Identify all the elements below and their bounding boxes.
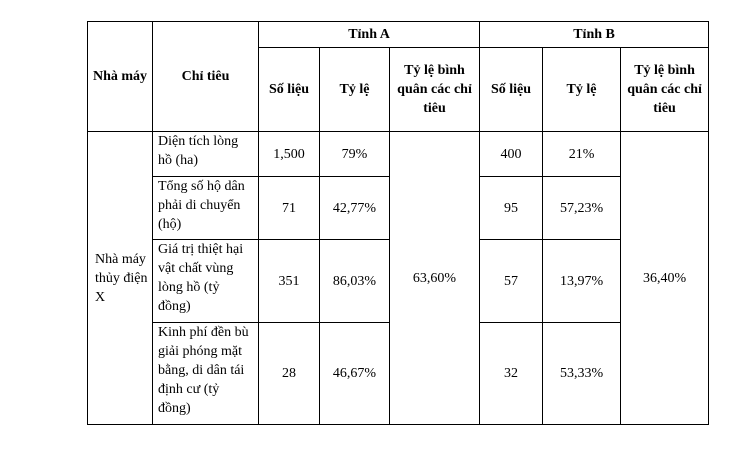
a-value-cell: 28	[259, 323, 320, 425]
b-value-cell: 400	[480, 132, 543, 177]
header-indicator: Chỉ tiêu	[153, 22, 259, 132]
a-value-cell: 71	[259, 177, 320, 240]
indicator-cell: Kinh phí đền bù giải phóng mặt bằng, di dân tái định cư (tỷ đồng)	[153, 323, 259, 425]
b-ratio-cell: 13,97%	[543, 240, 621, 323]
table-row	[88, 132, 709, 177]
b-value-cell: 57	[480, 240, 543, 323]
header-factory: Nhà máy	[88, 22, 153, 132]
indicator-cell: Diện tích lòng hồ (ha)	[153, 132, 259, 177]
b-avg-cell: 36,40%	[621, 132, 709, 425]
header-province-a: Tỉnh A	[259, 22, 480, 48]
header-a-ratio: Tỷ lệ	[320, 48, 390, 132]
indicator-cell: Giá trị thiệt hại vật chất vùng lòng hồ (tỷ đồng)	[153, 240, 259, 323]
factory-name-cell	[88, 132, 153, 425]
b-ratio-cell: 57,23%	[543, 177, 621, 240]
header-a-avg-ratio: Tỷ lệ bình quân các chỉ tiêu	[390, 48, 480, 132]
b-value-cell: 32	[480, 323, 543, 425]
data-table	[87, 21, 709, 425]
header-province-b: Tỉnh B	[480, 22, 709, 48]
a-ratio-cell: 79%	[320, 132, 390, 177]
header-b-value: Số liệu	[480, 48, 543, 132]
a-avg-cell: 63,60%	[390, 132, 480, 425]
a-ratio-cell: 46,67%	[320, 323, 390, 425]
indicator-cell: Tổng số hộ dân phải di chuyển (hộ)	[153, 177, 259, 240]
b-ratio-cell: 53,33%	[543, 323, 621, 425]
b-ratio-cell: 21%	[543, 132, 621, 177]
factory-name: Nhà máy thủy điện X	[95, 251, 148, 305]
header-b-avg-ratio: Tỷ lệ bình quân các chỉ tiêu	[621, 48, 709, 132]
a-value-cell: 351	[259, 240, 320, 323]
header-row-1	[88, 22, 709, 48]
header-a-value: Số liệu	[259, 48, 320, 132]
a-value-cell: 1,500	[259, 132, 320, 177]
a-ratio-cell: 42,77%	[320, 177, 390, 240]
b-value-cell: 95	[480, 177, 543, 240]
a-ratio-cell: 86,03%	[320, 240, 390, 323]
header-b-ratio: Tỷ lệ	[543, 48, 621, 132]
